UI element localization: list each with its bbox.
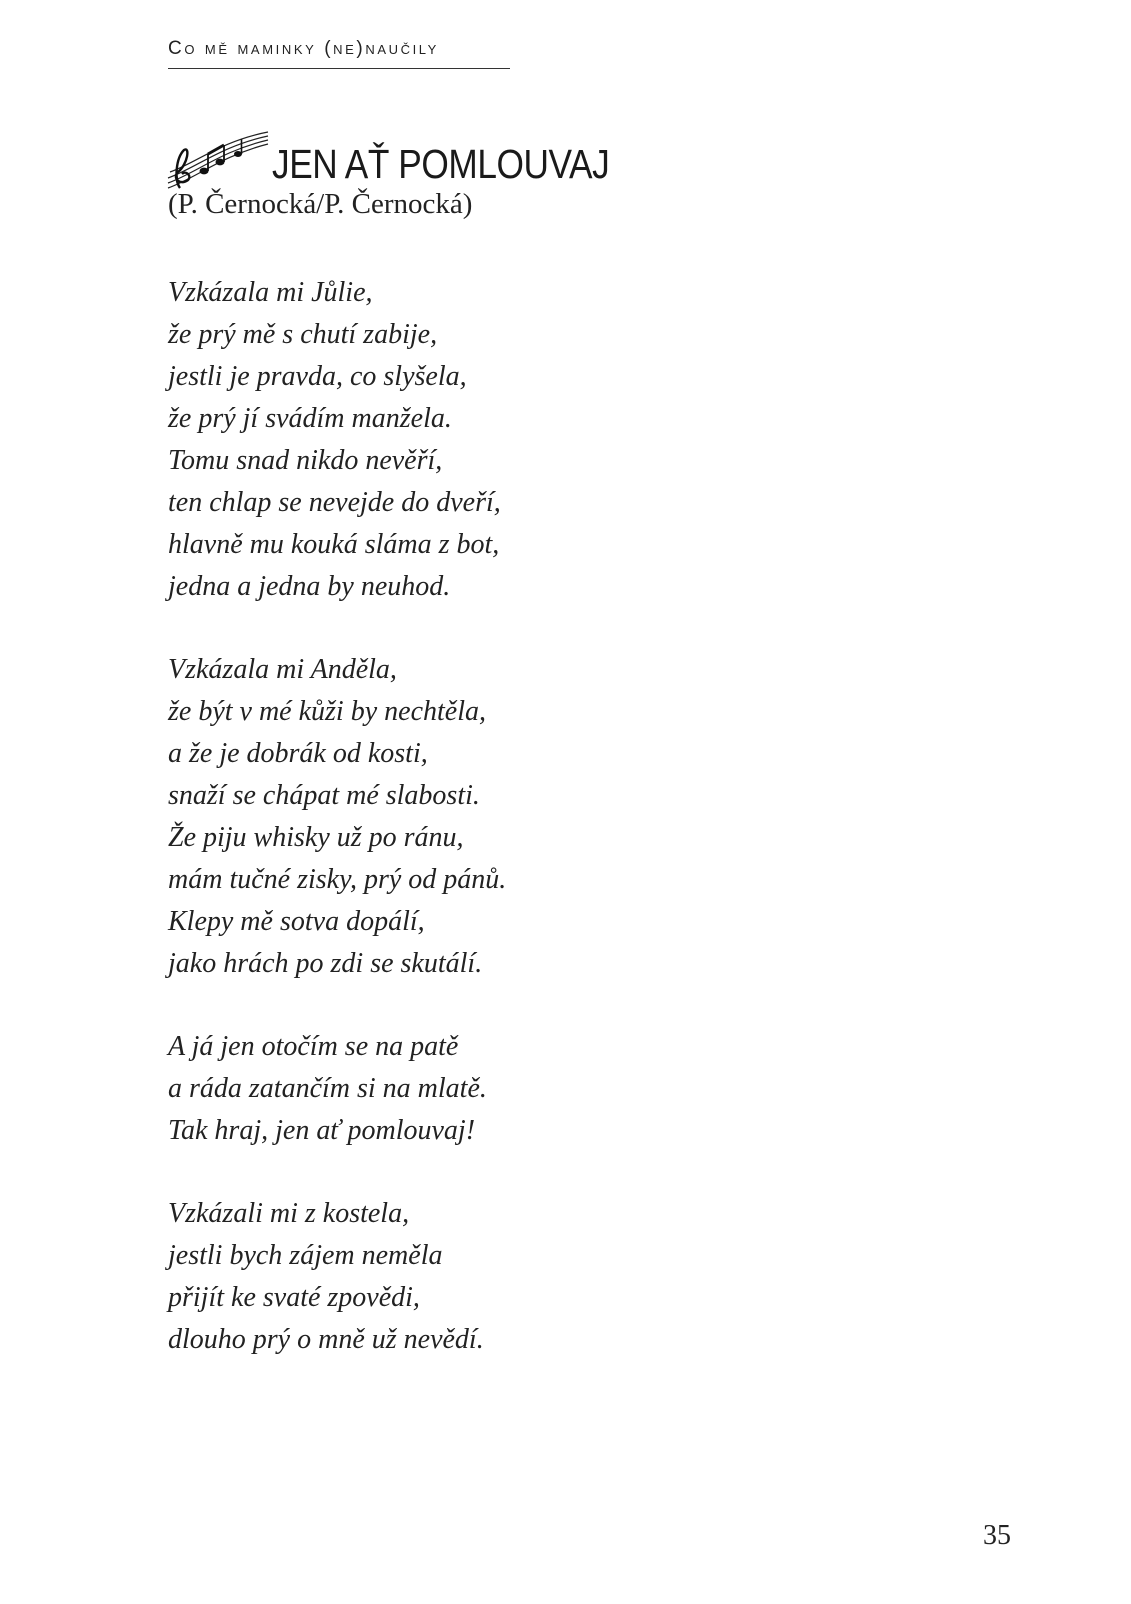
- lyric-line: Vzkázala mi Anděla,: [168, 654, 397, 685]
- lyric-line: že být v mé kůži by nechtěla,: [168, 696, 486, 727]
- lyric-line: hlavně mu kouká sláma z bot,: [168, 529, 500, 560]
- lyric-line: Vzkázali mi z kostela,: [168, 1198, 410, 1229]
- stanza: [168, 272, 868, 608]
- lyric-line: přijít ke svaté zpovědi,: [168, 1282, 420, 1313]
- lyric-line: snaží se chápat mé slabosti.: [168, 780, 480, 811]
- lyric-line: ten chlap se nevejde do dveří,: [168, 487, 501, 518]
- stanza: [168, 1026, 868, 1152]
- song-credits: (P. Černocká/P. Černocká): [168, 188, 473, 220]
- lyric-line: Že piju whisky už po ránu,: [168, 822, 464, 853]
- page-number: 35: [983, 1520, 1011, 1551]
- lyric-line: a ráda zatančím si na mlatě.: [168, 1073, 487, 1104]
- lyric-line: jedna a jedna by neuhod.: [168, 571, 451, 602]
- stanza: [168, 649, 868, 985]
- lyric-line: jestli bych zájem neměla: [168, 1240, 443, 1271]
- lyric-line: Klepy mě sotva dopálí,: [168, 906, 425, 937]
- lyric-line: Vzkázala mi Jůlie,: [168, 277, 373, 308]
- lyric-line: Tak hraj, jen ať pomlouvaj!: [168, 1115, 476, 1146]
- stanza: [168, 1193, 868, 1361]
- song-title: JEN AŤ POMLOUVAJ: [272, 140, 610, 187]
- lyric-line: mám tučné zisky, prý od pánů.: [168, 864, 507, 895]
- lyrics: [168, 272, 868, 1402]
- lyric-line: a že je dobrák od kosti,: [168, 738, 428, 769]
- song-title-row: [166, 124, 664, 194]
- lyric-line: že prý mě s chutí zabije,: [168, 319, 438, 350]
- lyric-line: Tomu snad nikdo nevěří,: [168, 445, 443, 476]
- lyric-line: jestli je pravda, co slyšela,: [168, 361, 467, 392]
- lyric-line: jako hrách po zdi se skutálí.: [168, 948, 483, 979]
- lyric-line: A já jen otočím se na patě: [168, 1031, 459, 1062]
- music-notes-icon: [166, 128, 270, 190]
- running-header: Co mě maminky (ne)naučily: [168, 38, 510, 69]
- lyric-line: že prý jí svádím manžela.: [168, 403, 452, 434]
- lyric-line: dlouho prý o mně už nevědí.: [168, 1324, 484, 1355]
